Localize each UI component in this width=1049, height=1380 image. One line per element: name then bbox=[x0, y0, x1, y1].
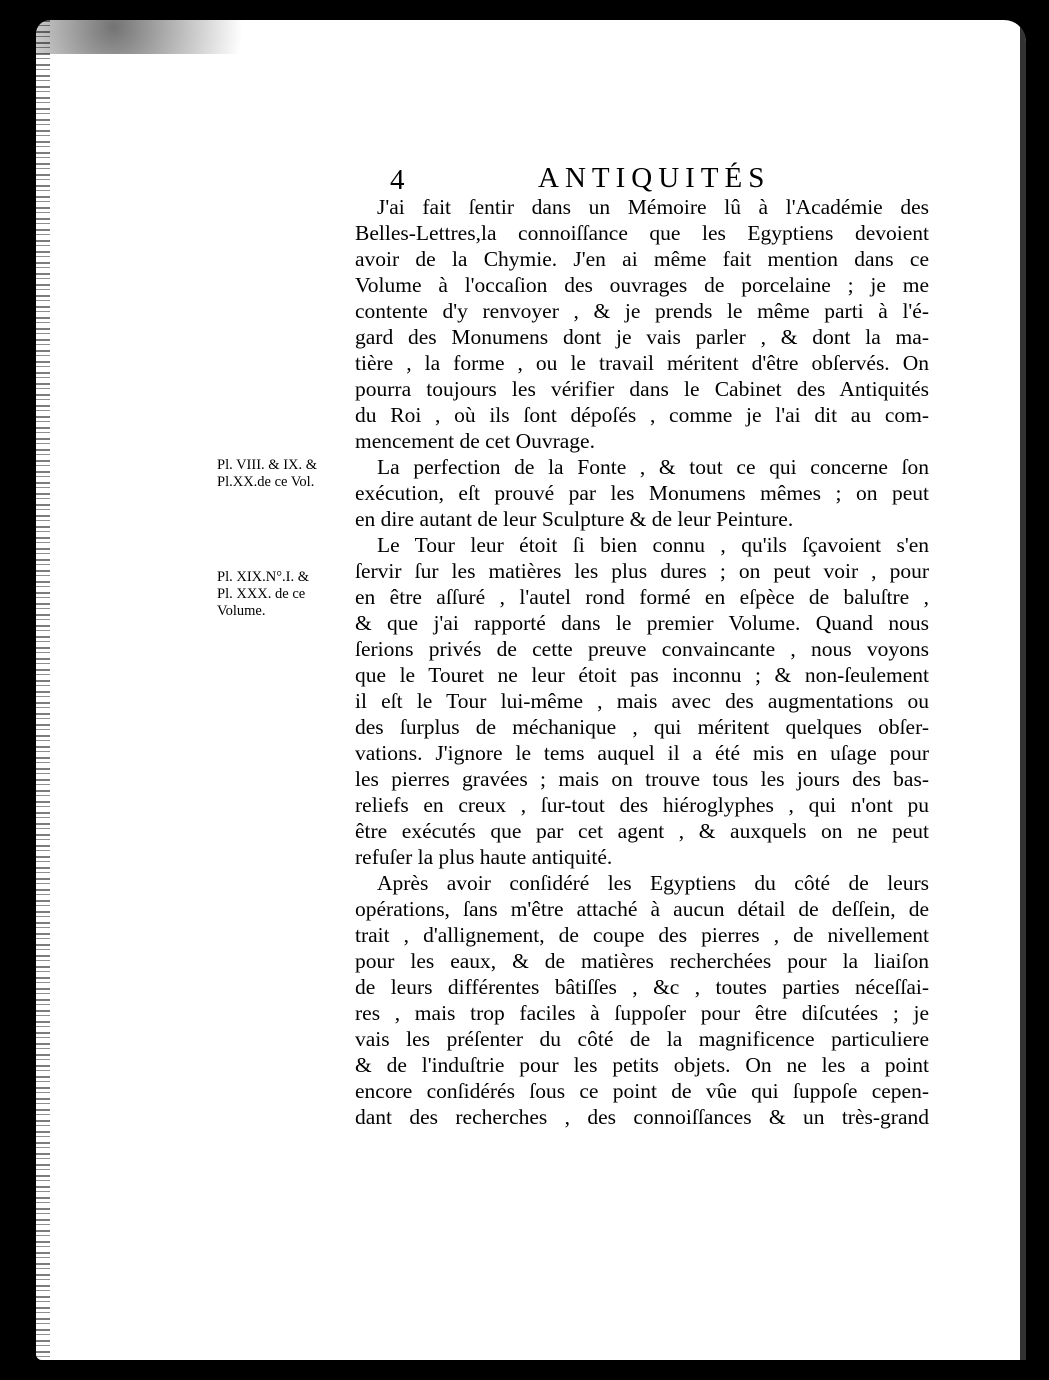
text-line: encore conſidérés ſous ce point de vûe qui ſuppoſe cepen- bbox=[355, 1079, 929, 1103]
text-line: trait , d'allignement, de coupe des pierres , de nivellement bbox=[355, 923, 929, 947]
body-text bbox=[355, 194, 929, 1130]
text-line: dant des recherches , des connoiſſances & un très-grand bbox=[355, 1105, 929, 1129]
text-line: en être aſſuré , l'autel rond formé en eſpèce de baluſtre , bbox=[355, 585, 929, 609]
margin-note-1 bbox=[217, 457, 347, 491]
text-line: pour les eaux, & de matières recherchées pour la liaiſon bbox=[355, 949, 929, 973]
text-line: contente d'y renvoyer , & je prends le même parti à l'é- bbox=[355, 299, 929, 323]
text-line: refuſer la plus haute antiquité. bbox=[355, 845, 613, 869]
text-line: que le Touret ne leur étoit pas inconnu ; & non-ſeulement bbox=[355, 663, 929, 687]
text-line: Belles-Lettres,la connoiſſance que les Egyptiens devoient bbox=[355, 221, 929, 245]
text-line: les pierres gravées ; mais on trouve tous les jours des bas- bbox=[355, 767, 929, 791]
margin-note-2 bbox=[217, 569, 347, 620]
scan-edge-left bbox=[36, 20, 50, 1360]
text-line: il eſt le Tour lui-même , mais avec des augmentations ou bbox=[355, 689, 929, 713]
text-line: opérations, ſans m'être attaché à aucun détail de deſſein, de bbox=[355, 897, 929, 921]
text-line: mencement de cet Ouvrage. bbox=[355, 429, 595, 453]
page-header bbox=[390, 164, 950, 198]
text-line: des ſurplus de méchanique , qui méritent quelques obſer- bbox=[355, 715, 929, 739]
text-line: vais les préſenter du côté de la magnificence particuliere bbox=[355, 1027, 929, 1051]
text-line: ſerions privés de cette preuve convaincante , nous voyons bbox=[355, 637, 929, 661]
text-line: Après avoir conſidéré les Egyptiens du côté de leurs bbox=[377, 871, 929, 895]
text-line: Le Tour leur étoit ſi bien connu , qu'ils ſçavoient s'en bbox=[377, 533, 929, 557]
text-line: de leurs différentes bâtiſſes , &c , toutes parties néceſſai- bbox=[355, 975, 929, 999]
margin-note-line: Pl.XX.de ce Vol. bbox=[217, 474, 315, 490]
text-line: en dire autant de leur Sculpture & de leur Peinture. bbox=[355, 507, 794, 531]
text-line: être exécutés que par cet agent , & auxquels on ne peut bbox=[355, 819, 929, 843]
text-line: tière , la forme , ou le travail méritent d'être obſervés. On bbox=[355, 351, 929, 375]
text-line: res , mais trop faciles à ſuppoſer pour être diſcutées ; je bbox=[355, 1001, 929, 1025]
margin-note-line: Pl. XXX. de ce bbox=[217, 586, 306, 602]
text-line: exécution, eſt prouvé par les Monumens mêmes ; on peut bbox=[355, 481, 929, 505]
margin-note-line: Pl. XIX.N°.I. & bbox=[217, 569, 309, 585]
margin-note-line: Pl. VIII. & IX. & bbox=[217, 457, 318, 473]
text-line: ſervir ſur les matières les plus dures ; on peut voir , pour bbox=[355, 559, 929, 583]
text-line: J'ai fait ſentir dans un Mémoire lû à l'Académie des bbox=[377, 195, 929, 219]
text-line: La perfection de la Fonte , & tout ce qui concerne ſon bbox=[377, 455, 929, 479]
scan-edge-top bbox=[36, 20, 296, 54]
text-line: avoir de la Chymie. J'en ai même fait mention dans ce bbox=[355, 247, 929, 271]
text-line: vations. J'ignore le tems auquel il a été mis en uſage pour bbox=[355, 741, 929, 765]
text-line: & que j'ai rapporté dans le premier Volume. Quand nous bbox=[355, 611, 929, 635]
text-line: reliefs en creux , ſur-tout des hiéroglyphes , qui n'ont pu bbox=[355, 793, 929, 817]
document-page bbox=[36, 20, 1026, 1360]
scan-edge-right bbox=[1020, 20, 1026, 1360]
text-line: & de l'induſtrie pour les petits objets. On ne les a point bbox=[355, 1053, 929, 1077]
page-number: 4 bbox=[390, 164, 405, 196]
text-line: du Roi , où ils ſont dépoſés , comme je l'ai dit au com- bbox=[355, 403, 929, 427]
margin-note-line: Volume. bbox=[217, 603, 266, 619]
text-line: pourra toujours les vérifier dans le Cabinet des Antiquités bbox=[355, 377, 929, 401]
text-line: gard des Monumens dont je vais parler , & dont la ma- bbox=[355, 325, 929, 349]
running-title: ANTIQUITÉS bbox=[538, 162, 771, 194]
text-line: Volume à l'occaſion des ouvrages de porcelaine ; je me bbox=[355, 273, 929, 297]
